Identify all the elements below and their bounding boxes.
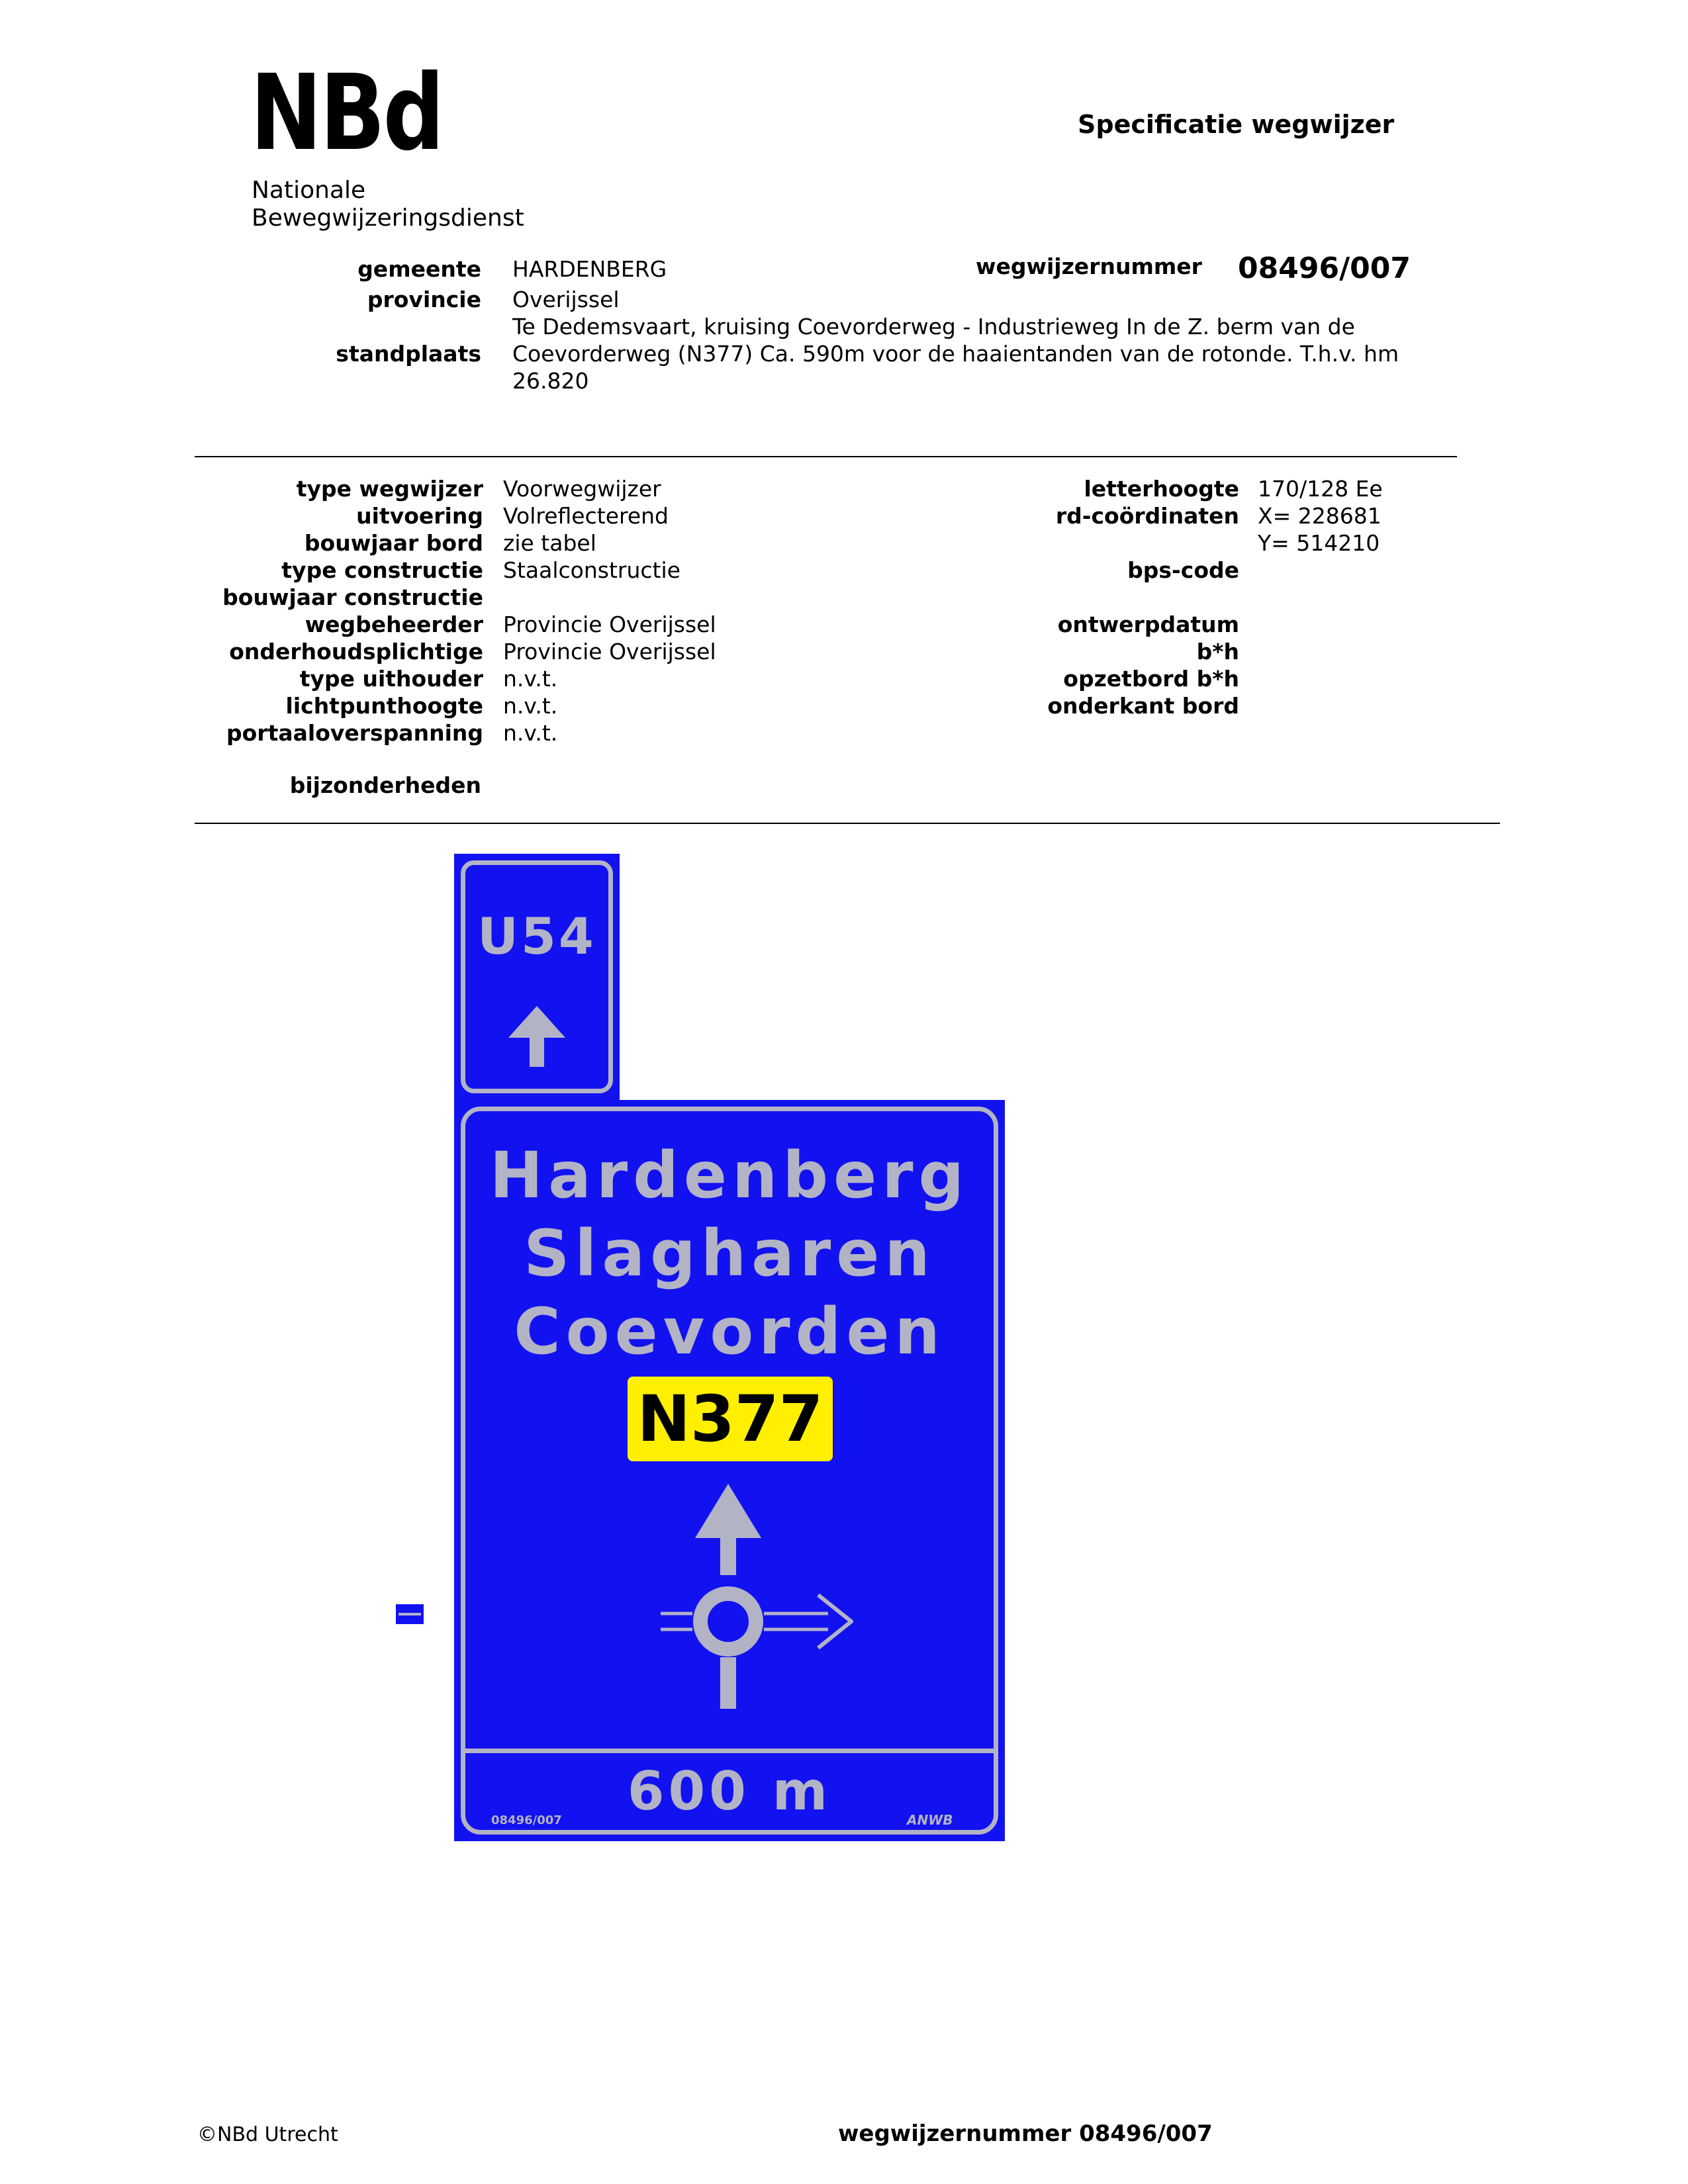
- gemeente-label: gemeente: [357, 256, 481, 282]
- destination-hardenberg: Hardenberg: [489, 1138, 970, 1212]
- spec-label: onderkant bord: [1047, 693, 1239, 719]
- divider-top: [195, 456, 1457, 457]
- anwb-logo: ANWB: [907, 1812, 953, 1828]
- spec-label: bouwjaar constructie: [222, 584, 483, 610]
- spec-value: [1258, 638, 1456, 665]
- spec-value: n.v.t.: [503, 666, 558, 692]
- spec-label: [900, 584, 1239, 611]
- logo-line-2: Bewegwijzeringsdienst: [252, 205, 524, 232]
- spec-left-labels: [165, 475, 483, 747]
- spec-label: ontwerpdatum: [1057, 612, 1239, 637]
- spec-value: [1258, 557, 1456, 584]
- spec-value: Provincie Overijssel: [503, 612, 716, 637]
- sign-small-number: 08496/007: [491, 1813, 562, 1827]
- spec-value: Voorwegwijzer: [503, 476, 661, 502]
- spec-value: [1258, 665, 1456, 692]
- spec-label: b*h: [1196, 639, 1239, 664]
- wegwijzernummer-value: 08496/007: [1238, 251, 1411, 285]
- standplaats-label: standplaats: [336, 341, 481, 367]
- spec-value: Y= 514210: [1258, 530, 1380, 556]
- sign-main-panel: [454, 1100, 1005, 1841]
- spec-label: rd-coördinaten: [1055, 503, 1239, 529]
- spec-value: n.v.t.: [503, 720, 558, 746]
- spec-value: [503, 584, 900, 611]
- nbd-logo: NBd: [250, 52, 443, 174]
- spec-label: onderhoudsplichtige: [229, 639, 483, 664]
- provincie-value: Overijssel: [512, 287, 620, 312]
- spec-label: type wegwijzer: [296, 476, 483, 502]
- small-sign-stripe: [399, 1613, 421, 1615]
- spec-label: letterhoogte: [1084, 476, 1239, 502]
- divider-bottom: [195, 823, 1500, 824]
- spec-label: portaaloverspanning: [226, 720, 483, 746]
- spec-value: n.v.t.: [503, 693, 558, 719]
- spec-value: Staalconstructie: [503, 557, 680, 583]
- spec-value: [1258, 611, 1456, 638]
- arrow-up-icon: [508, 1006, 565, 1067]
- destination-coevorden: Coevorden: [514, 1295, 945, 1369]
- logo-line-1: Nationale: [252, 177, 366, 204]
- sign-route-u54: U54: [477, 907, 596, 966]
- spec-label: wegbeheerder: [305, 612, 483, 637]
- sign-main-border: [461, 1107, 998, 1835]
- spec-value: [1258, 692, 1456, 719]
- spec-label: [900, 529, 1239, 557]
- sign-top-panel: [454, 854, 620, 1100]
- spec-value: X= 228681: [1258, 503, 1382, 529]
- spec-left-values: [503, 475, 900, 747]
- spec-label: bps-code: [1127, 557, 1239, 583]
- spec-value: Provincie Overijssel: [503, 639, 716, 664]
- spec-label: opzetbord b*h: [1063, 666, 1239, 692]
- roundabout-icon: [659, 1484, 871, 1709]
- spec-right-labels: [900, 475, 1239, 719]
- spec-value: 170/128 Ee: [1258, 476, 1383, 502]
- route-shield-n377: N377: [628, 1377, 833, 1461]
- wegwijzernummer-label: wegwijzernummer: [976, 253, 1202, 279]
- footer-wegwijzernummer: wegwijzernummer 08496/007: [838, 2120, 1213, 2147]
- footer-copyright: ©NBd Utrecht: [197, 2123, 338, 2146]
- spec-right-values: [1258, 475, 1456, 719]
- bijzonderheden-label: bijzonderheden: [289, 772, 481, 798]
- sign-divider: [461, 1749, 998, 1753]
- spec-value: [1258, 584, 1456, 611]
- spec-label: type uithouder: [299, 666, 483, 692]
- spec-value: zie tabel: [503, 530, 596, 556]
- document-title: Specificatie wegwijzer: [1078, 110, 1395, 139]
- spec-label: type constructie: [281, 557, 483, 583]
- spec-label: bouwjaar bord: [304, 530, 483, 556]
- small-sign-symbol: [396, 1604, 424, 1624]
- standplaats-value: Te Dedemsvaart, kruising Coevorderweg - Industrieweg In de Z. berm van de Coevorderweg (N377) Ca. 590m voor de haaientanden van de rotonde. T.h.v. hm 26.820: [512, 314, 1399, 394]
- spec-value: Volreflecterend: [503, 503, 669, 529]
- spec-label: lichtpunthoogte: [285, 693, 483, 719]
- spec-label: uitvoering: [356, 503, 483, 529]
- provincie-label: provincie: [367, 287, 481, 312]
- gemeente-value: HARDENBERG: [512, 256, 667, 282]
- destination-slagharen: Slagharen: [524, 1216, 935, 1291]
- distance-label: 600 m: [627, 1760, 832, 1822]
